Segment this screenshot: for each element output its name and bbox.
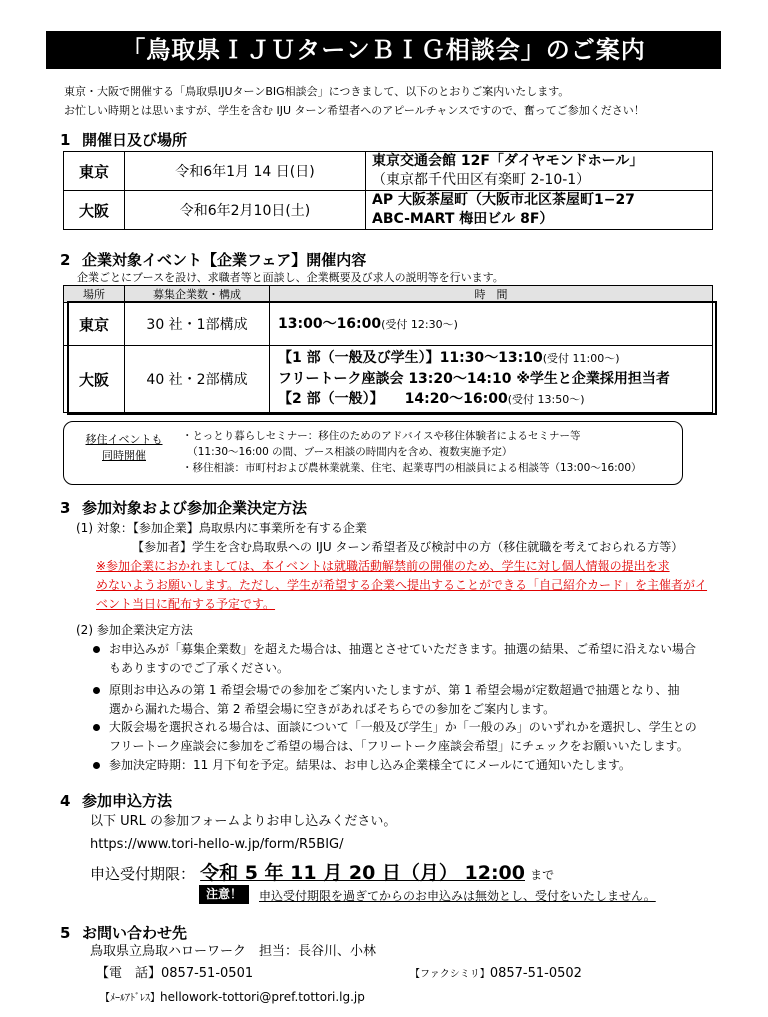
city-cell: 東京 — [64, 152, 125, 191]
warning-badge: 注意！ — [199, 885, 249, 904]
intro-line-1: 東京・大阪で開催する「鳥取県IJUターンBIG相談会」につきまして、以下のとおりご案内いたします。 — [64, 85, 570, 98]
section-3-heading: 3 参加対象および参加企業決定方法 — [60, 499, 308, 517]
time-cell: 13:00〜16:00(受付 12:30〜) — [270, 303, 713, 346]
fair-table — [63, 285, 713, 413]
migration-label: 移住イベントも 同時開催 — [85, 433, 163, 462]
target-block: (1) 対象：【参加企業】鳥取県内に事業所を有する企業 【参加者】学生を含む鳥取県への IJU ターン希望者及び検討中の方（移住就職を考えておられる方等） — [76, 521, 684, 554]
table-row — [64, 346, 713, 413]
city-cell: 大阪 — [64, 191, 125, 230]
bullet-icon — [93, 724, 100, 731]
contact-fax: 【ファクシミリ】0857-51-0502 — [410, 966, 582, 981]
contact-mail: 【ﾒｰﾙｱﾄﾞﾚｽ】hellowork-tottori@pref.tottori.lg.jp — [100, 990, 365, 1004]
list-item: お申込みが「募集企業数」を超えた場合は、抽選とさせていただきます。抽選の結果、ご希望に沿えない場合 もありますのでご了承ください。 — [93, 640, 696, 678]
header-time: 時 間 — [270, 286, 713, 303]
list-item: 原則お申込みの第 1 希望会場での参加をご案内いたしますが、第 1 希望会場が定数超過で抽選となり、抽 選から漏れた場合、第 2 希望会場に空きがあればそちらでの参加をご案内します。 — [93, 681, 680, 719]
section-2-heading: 2 企業対象イベント【企業フェア】開催内容 — [60, 251, 367, 269]
venue-table — [63, 151, 713, 230]
date-cell: 令和6年2月10日(土) — [125, 191, 366, 230]
bullet-icon — [93, 762, 100, 769]
time-cell: 【1 部（一般及び学生）】11:30〜13:10(受付 11:00〜) フリートーク座談会 13:20〜14:10 ※学生と企業採用担当者 【2 部（一般）】 14:20〜16:00(受付 13:50〜) — [270, 346, 713, 413]
list-item: 参加決定時期：11 月下旬を予定。結果は、お申し込み企業様全てにメールにて通知いたします。 — [93, 756, 631, 775]
table-row — [64, 152, 713, 191]
intro-line-2: お忙しい時期とは思いますが、学生を含む IJU ターン希望者へのアピールチャンスですので、奮ってご参加ください！ — [64, 104, 645, 117]
venue-cell: 東京交通会館 12F「ダイヤモンドホール」 （東京都千代田区有楽町 2-10-1） — [366, 152, 713, 191]
migration-items: ・とっとり暮らしセミナー：移住のためのアドバイスや移住体験者によるセミナー等 （11:30〜16:00 の間、ブース相談の時間内を含め、複数実施予定） ・移住相談：市町村および農林業就業、住宅、起業専門の相談員による相談等（13:00〜16:00） — [182, 430, 642, 474]
header-companies: 募集企業数・構成 — [125, 286, 270, 303]
companies-cell: 40 社・2部構成 — [125, 346, 270, 413]
migration-event-box — [63, 421, 683, 485]
table-row — [64, 191, 713, 230]
page-title: 「鳥取県ＩＪＵターンＢＩＧ相談会」のご案内 — [46, 31, 721, 69]
city-cell: 大阪 — [64, 346, 125, 413]
apply-url[interactable]: https://www.tori-hello-w.jp/form/R5BIG/ — [90, 837, 344, 852]
warning-text: 申込受付期限を過ぎてからのお申込みは無効とし、受付をいたしません。 — [259, 889, 656, 903]
section-4-heading: 4 参加申込方法 — [60, 792, 173, 810]
table-row — [64, 303, 713, 346]
contact-tel: 【電 話】0857-51-0501 — [96, 966, 254, 981]
venue-cell: AP 大阪茶屋町（大阪市北区茶屋町1−27 ABC-MART 梅田ビル 8F） — [366, 191, 713, 230]
method-label: (2) 参加企業決定方法 — [76, 623, 193, 637]
bullet-icon — [93, 687, 100, 694]
section-2-description: 企業ごとにブースを設け、求職者等と面談し、企業概要及び求人の説明等を行います。 — [77, 271, 504, 284]
deadline: 申込受付期限： 令和 5 年 11 月 20 日（月） 12:00 まで — [90, 862, 555, 884]
apply-instruction: 以下 URL の参加フォームよりお申し込みください。 — [90, 814, 397, 829]
bullet-icon — [93, 646, 100, 653]
section-5-heading: 5 お問い合わせ先 — [60, 924, 188, 942]
date-cell: 令和6年1月 14 日(日) — [125, 152, 366, 191]
intro-text — [64, 82, 645, 120]
list-item: 大阪会場を選択される場合は、面談について「一般及び学生」か「一般のみ」のいずれかを選択し、学生との フリートーク座談会に参加をご希望の場合は、「フリートーク座談会希望」にチェックをお願いいたします。 — [93, 718, 697, 756]
companies-cell: 30 社・1部構成 — [125, 303, 270, 346]
contact-org: 鳥取県立鳥取ハローワーク 担当：長谷川、小林 — [90, 944, 377, 959]
red-notice: ※参加企業におかれましては、本イベントは就職活動解禁前の開催のため、学生に対し個人情報の提出を求 めないようお願いします。ただし、学生が希望する企業へ提出することができる「自己紹介カード」を主催者がイ ベント当日に配布する予定です。 — [96, 559, 708, 611]
header-place: 場所 — [64, 286, 125, 303]
table-header-row — [64, 286, 713, 303]
section-1-heading: 1 開催日及び場所 — [60, 131, 188, 149]
city-cell: 東京 — [64, 303, 125, 346]
